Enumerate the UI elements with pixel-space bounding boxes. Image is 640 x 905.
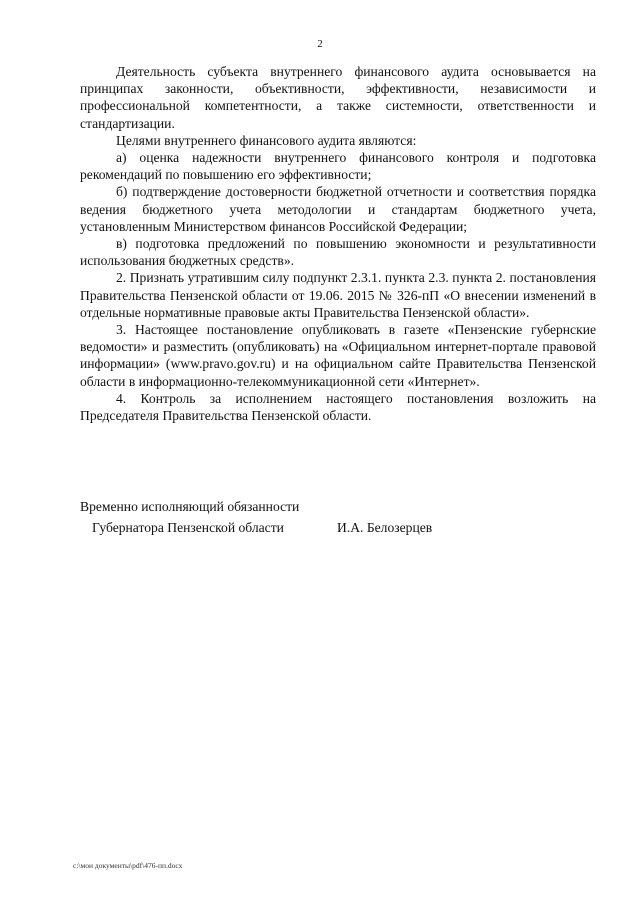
paragraph-item-3: 3. Настоящее постановление опубликовать в газете «Пензенские губернские ведомости» и разместить (опубликовать) на «Официальном интернет-портале правовой информации» (www.pravo.gov.ru) и на официальном сайте Правительства Пензенской области в информационно-телекоммуникационной сети «Интернет».	[80, 322, 596, 389]
paragraph-item-4: 4. Контроль за исполнением настоящего постановления возложить на Председателя Правительства Пензенской области.	[80, 390, 596, 424]
paragraph-item-2: 2. Признать утратившим силу подпункт 2.3.1. пункта 2.3. пункта 2. постановления Правительства Пензенской области от 19.06. 2015 № 326-пП «О внесении изменений в отдельные нормативные правовые акты Правительства Пензенской области».	[80, 270, 596, 320]
page-number: 2	[317, 38, 323, 50]
footer-file-path: c:\мои документы\pdf\476-пп.docx	[73, 861, 183, 870]
signatory-position-line1: Временно исполняющий обязанности	[80, 499, 300, 514]
paragraph-audit-principles: Деятельность субъекта внутреннего финансового аудита основывается на принципах законности, объективности, эффективности, независимости и профессиональной компетентности, а также системности, ответственности и стандартизации.	[80, 64, 596, 131]
paragraph-goal-c: в) подготовка предложений по повышению экономности и результативности использования бюджетных средств».	[80, 236, 596, 269]
signatory-position-line2: Губернатора Пензенской области	[92, 520, 284, 535]
paragraph-goal-b: б) подтверждение достоверности бюджетной отчетности и соответствия порядка ведения бюджетного учета методологии и стандартам бюджетного учета, установленным Министерством финансов Российской Федерации;	[80, 184, 596, 234]
paragraph-audit-goals-intro: Целями внутреннего финансового аудита являются:	[116, 132, 417, 148]
document-body	[80, 63, 596, 424]
paragraph-goal-a: а) оценка надежности внутреннего финансового контроля и подготовка рекомендаций по повышению его эффективности;	[80, 150, 596, 183]
signatory-name: И.А. Белозерцев	[337, 520, 433, 535]
